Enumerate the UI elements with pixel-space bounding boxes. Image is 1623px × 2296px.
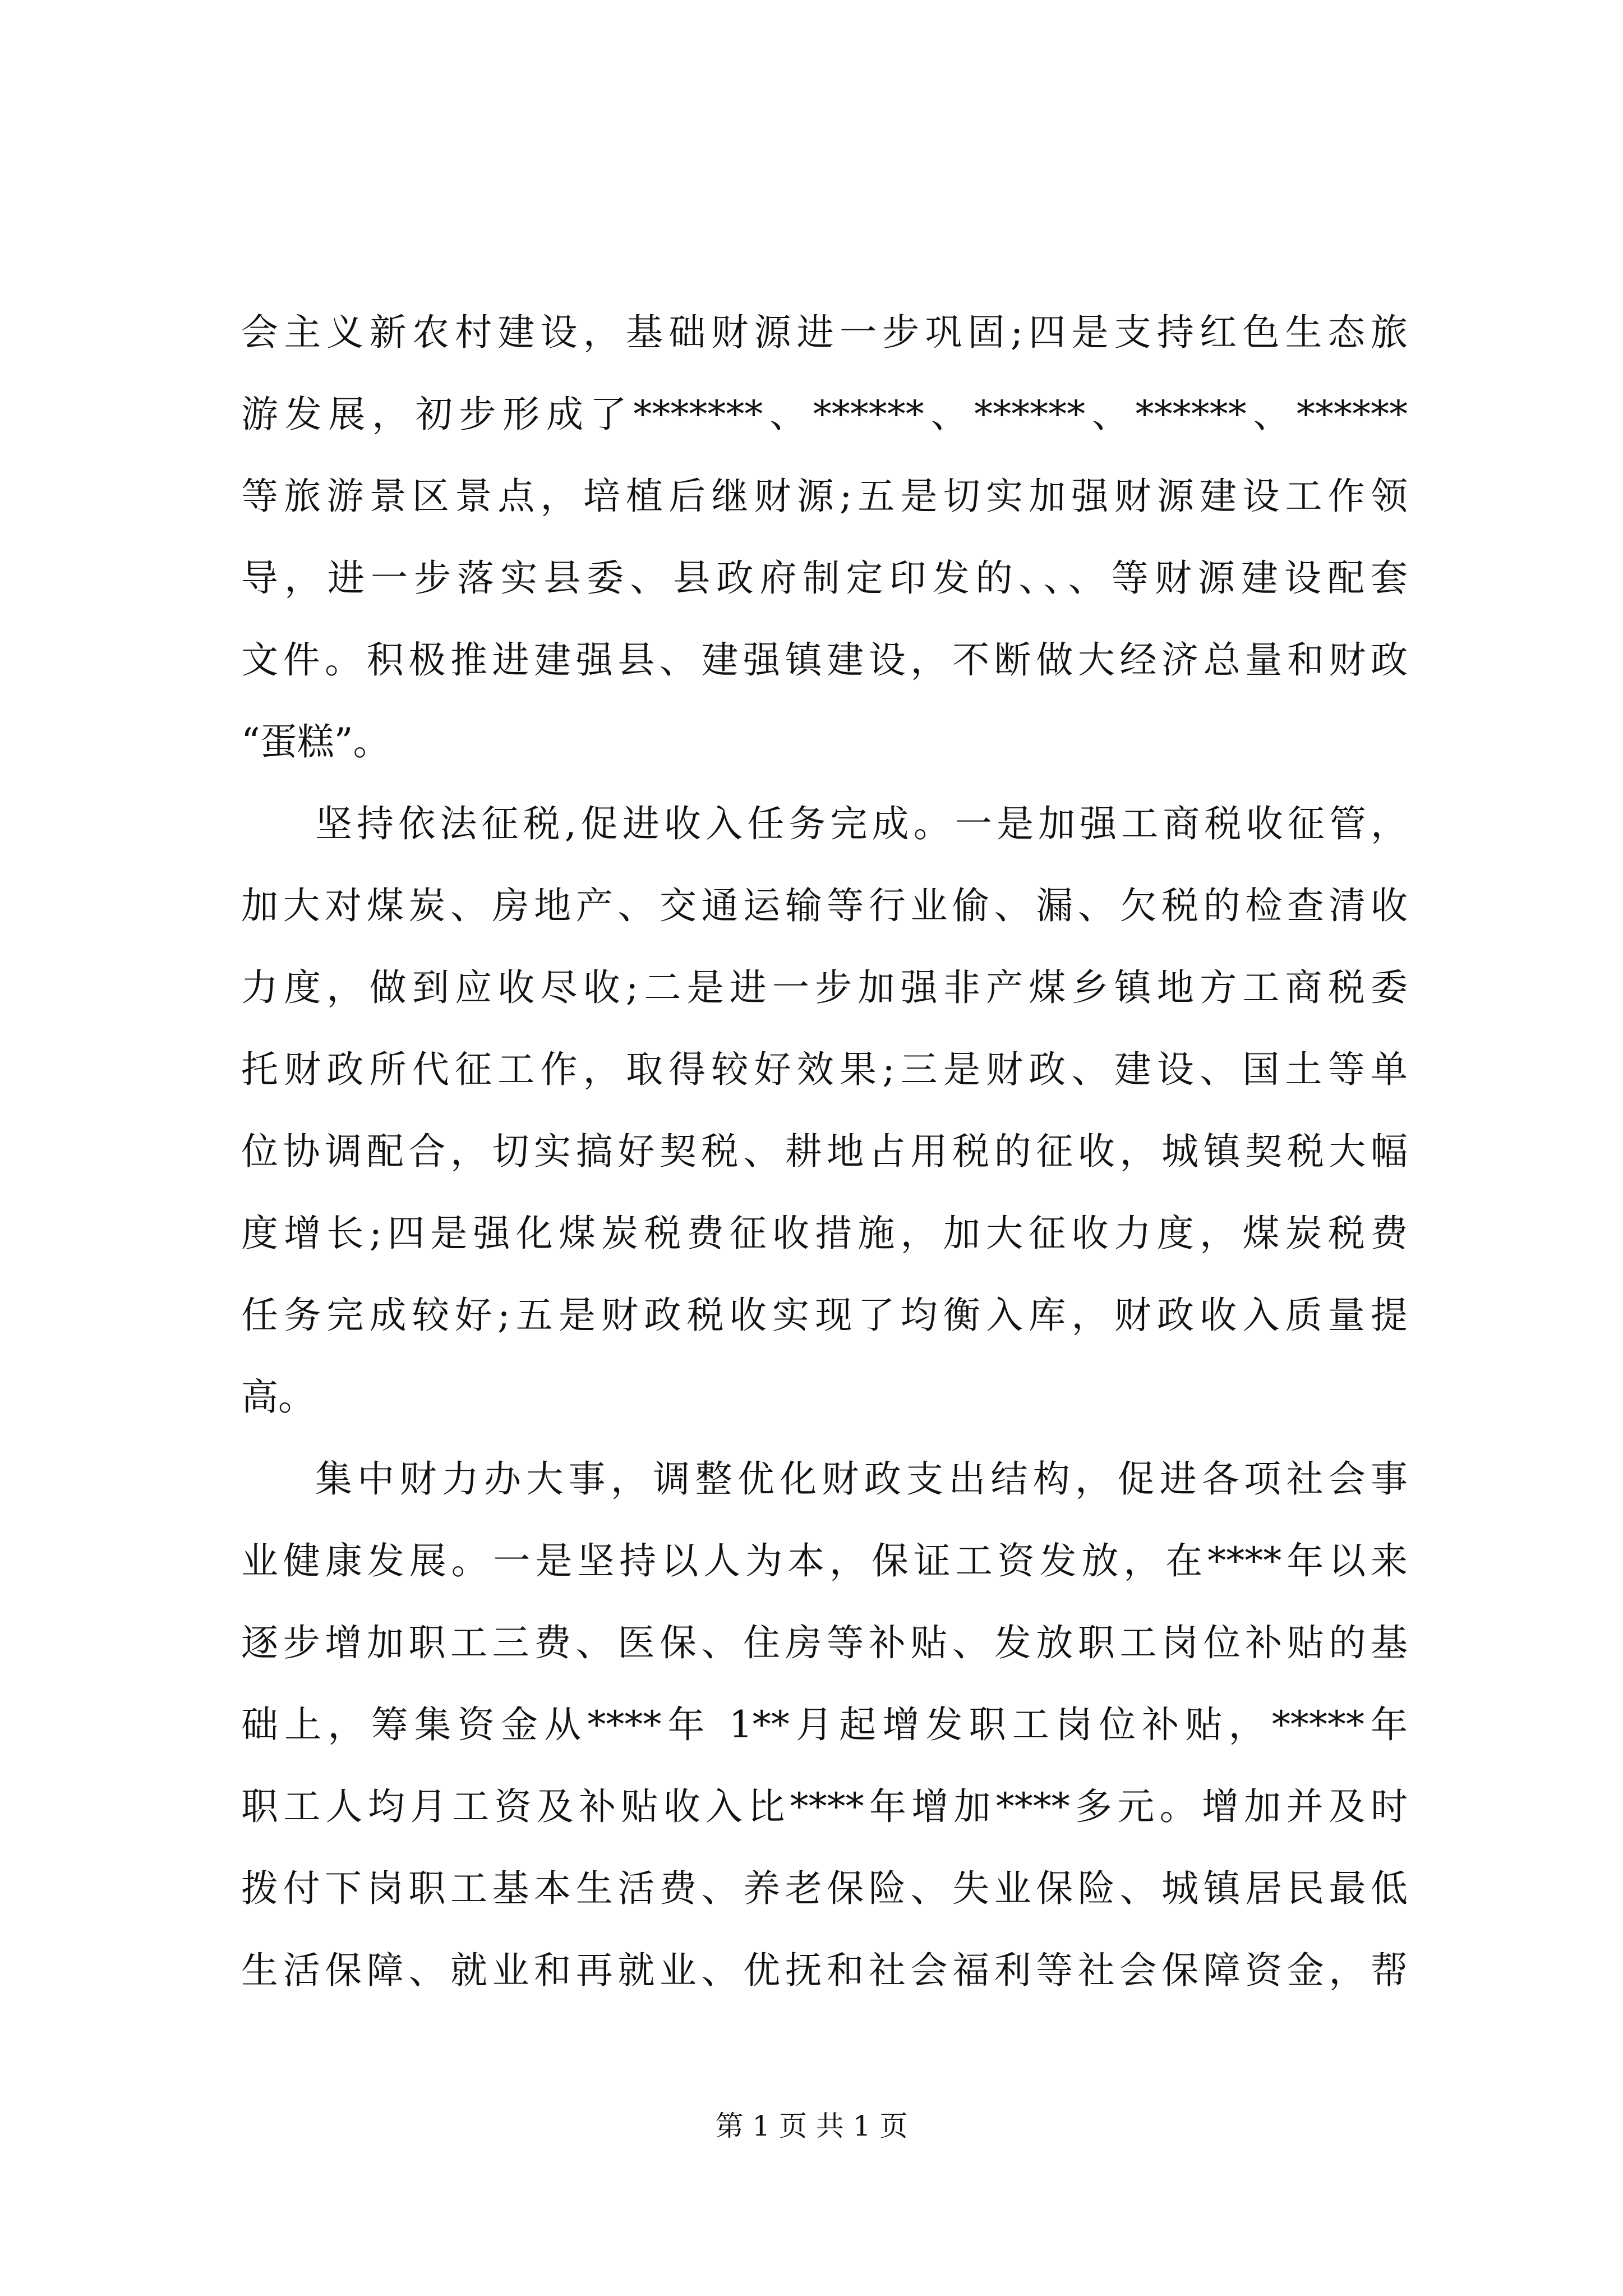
page-footer	[0, 2106, 1623, 2146]
text-line: 高。	[241, 1375, 315, 1419]
text-line: 度增长;四是强化煤炭税费征收措施，加大征收力度，煤炭税费	[241, 1212, 1408, 1255]
paragraph-3	[241, 1438, 1408, 2012]
text-line: 会主义新农村建设，基础财源进一步巩固;四是支持红色生态旅	[241, 311, 1408, 354]
text-line: 加大对煤炭、房地产、交通运输等行业偷、漏、欠税的检查清收	[241, 884, 1408, 927]
text-line: 拨付下岗职工基本生活费、养老保险、失业保险、城镇居民最低	[241, 1867, 1408, 1910]
text-line: 业健康发展。一是坚持以人为本，保证工资发放，在****年以来	[241, 1539, 1408, 1582]
text-line: 导，进一步落实县委、县政府制定印发的、、、等财源建设配套	[241, 556, 1408, 600]
paragraph-2	[241, 783, 1408, 1438]
text-line: 集中财力办大事，调整优化财政支出结构，促进各项社会事	[315, 1457, 1408, 1501]
text-line: 文件。积极推进建强县、建强镇建设，不断做大经济总量和财政	[241, 638, 1408, 682]
text-line: 游发展，初步形成了*******、******、******、******、******	[241, 393, 1408, 436]
text-line: 逐步增加职工三费、医保、住房等补贴、发放职工岗位补贴的基	[241, 1621, 1408, 1664]
paragraph-1	[241, 292, 1408, 783]
text-line: 任务完成较好;五是财政税收实现了均衡入库，财政收入质量提	[241, 1294, 1408, 1337]
text-line: 托财政所代征工作，取得较好效果;三是财政、建设、国土等单	[241, 1048, 1408, 1091]
text-line: 础上，筹集资金从****年 1**月起增发职工岗位补贴，*****年	[241, 1703, 1408, 1746]
text-line: 力度，做到应收尽收;二是进一步加强非产煤乡镇地方工商税委	[241, 966, 1408, 1009]
page-number-label: 第 1 页 共 1 页	[715, 2110, 908, 2142]
text-line: 生活保障、就业和再就业、优抚和社会福利等社会保障资金，帮	[241, 1949, 1408, 1992]
text-line: 位协调配合，切实搞好契税、耕地占用税的征收，城镇契税大幅	[241, 1130, 1408, 1173]
document-body	[241, 292, 1408, 2012]
text-line: 职工人均月工资及补贴收入比****年增加****多元。增加并及时	[241, 1785, 1408, 1828]
text-line: “蛋糕”。	[241, 720, 390, 763]
text-line: 坚持依法征税,促进收入任务完成。一是加强工商税收征管，	[315, 802, 1408, 845]
text-line: 等旅游景区景点，培植后继财源;五是切实加强财源建设工作领	[241, 475, 1408, 518]
